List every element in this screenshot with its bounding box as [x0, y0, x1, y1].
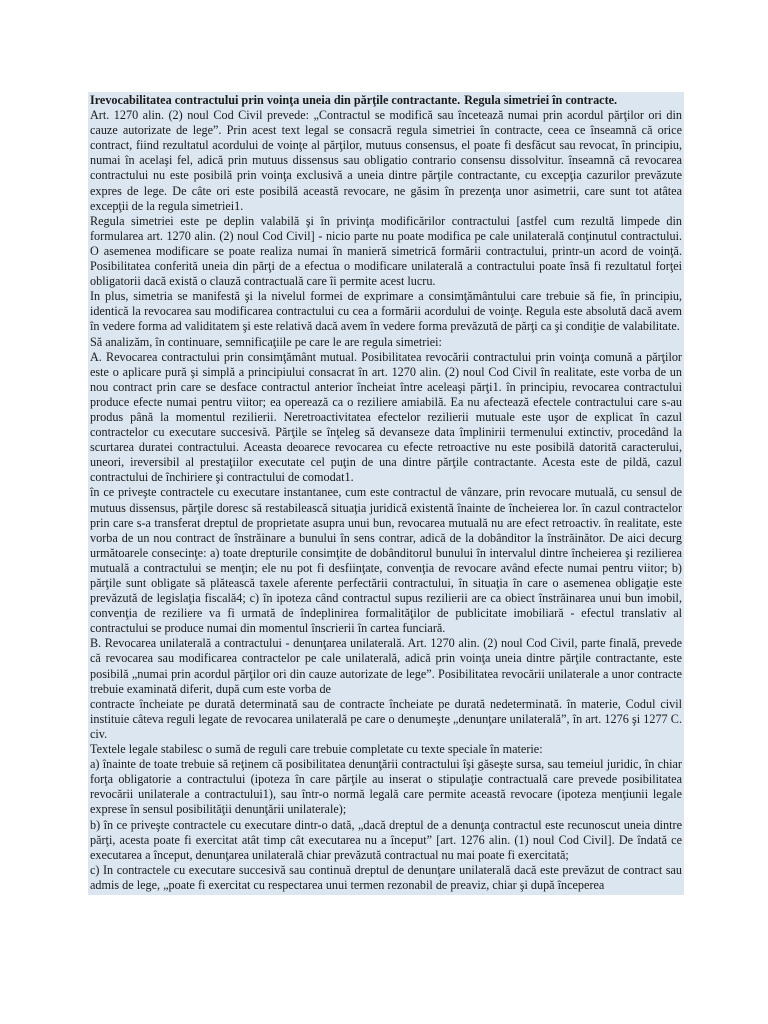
paragraph-art-1270: Art. 1270 alin. (2) noul Cod Civil prevede: „Contractul se modifică sau încetează numai prin acordul părţilor ori din cauze autorizate de lege”. Prin acest text legal se consacră regula simetriei în contracte, ceea ce înseamnă că orice contract, fiind rezultatul acordului de voinţe al părţilor, mutuus consensus, el poate fi desfăcut sau revocat, în principiu, numai în acelaşi fel, adică prin mutuus dissensus sau obligatio contrario consensu dissolvitur. înseamnă că revocarea contractului nu este posibilă prin voinţa exclusivă a uneia dintre părţile contractante, cu excepţia cazurilor prevăzute expres de lege. De câte ori este posibilă această revocare, ne găsim în prezenţa unor asimetrii, care sunt tot atâtea excepţii de la regula simetriei1. [90, 108, 682, 213]
paragraph-forma: In plus, simetria se manifestă şi la nivelul formei de exprimare a consimţământului care trebuie să fie, în principiu, identică la revocarea sau modificarea contractului cu cea a formării acordului de voinţe. Regula este absolută dacă avem în vedere forma ad validitatem şi este relativă dacă avem în vedere forma prevăzută de părţi ca şi condiţie de valabilitate. [90, 289, 682, 334]
document-title [90, 93, 682, 108]
paragraph-rule-c: c) In contractele cu executare succesivă sau continuă dreptul de denunţare unilaterală dacă este prevăzut de contract sau admis de lege, „poate fi exercitat cu respectarea unui termen rezonabil de preaviz, chiar şi după începerea [90, 862, 682, 892]
title-main: Irevocabilitatea contractului prin voinţa uneia din părţile contractante. [90, 93, 461, 107]
paragraph-durata-contracte: contracte încheiate pe durată determinată sau de contracte încheiate pe durată nedeterminată. în materie, Codul civil instituie câteva reguli legate de revocarea unilaterală pe care o denumeşte „denunţare unilaterală”, în art. 1276 şi 1277 C. civ. [90, 696, 682, 741]
paragraph-revocare-unilaterala: B. Revocarea unilaterală a contractului - denunţarea unilaterală. Art. 1270 alin. (2) noul Cod Civil, parte finală, prevede că revocarea sau modificarea contractelor pe cale unilaterală, adică prin voinţa uneia dintre părţile contractante, este posibilă „numai prin acordul părţilor ori din cauze autorizate de lege”. Posibilitatea revocării unilaterale a unor contracte trebuie examinată diferit, după cum este vorba de [90, 636, 682, 696]
paragraph-revocare-mutuala: A. Revocarea contractului prin consimţământ mutual. Posibilitatea revocării contractului prin voinţa comună a părţilor este o aplicare pură şi simplă a principiului consacrat în art. 1270 alin. (2) noul Cod Civil în realitate, este vorba de un nou contract prin care se desface contractul anterior încheiat între aceleaşi părţi1. în principiu, revocarea contractului produce efecte numai pentru viitor; ea operează ca o reziliere amiabilă. Ea nu afectează efectele contractului care s-au produs până la momentul rezilierii. Neretroactivitatea efectelor rezilierii mutuale este uşor de explicat în cazul contractelor cu executare succesivă. Părţile se înţeleg să devanseze data împlinirii termenului extinctiv, procedând la scurtarea duratei contractului. Aceasta deoarece revocarea cu efecte retroactive nu este posibilă datorită caracterului, uneori, ireversibil al prestaţiilor executate cel puţin de una dintre părţile contractante. Acesta este de pildă, cazul contractului de închiriere şi contractului de comodat1. [90, 349, 682, 485]
paragraph-reguli: Textele legale stabilesc o sumă de reguli care trebuie completate cu texte speciale în materie: [90, 742, 543, 757]
paragraph-rule-b: b) în ce priveşte contractele cu executare dintr-o dată, „dacă dreptul de a denunţa contractul este recunoscut uneia dintre părţi, acesta poate fi exercitat atât timp cât executarea nu a început” [art. 1276 alin. (1) noul Cod Civil]. De îndată ce executarea a început, denunţarea unilaterală chiar prevăzută contractual nu mai poate fi exercitată; [90, 817, 682, 862]
paragraph-semnificatii: Să analizăm, în continuare, semnificaţiile pe care le are regula simetriei: [90, 334, 442, 349]
paragraph-executare-instantanee: în ce priveşte contractele cu executare instantanee, cum este contractul de vânzare, prin revocare mutuală, cu sensul de mutuus dissensus, părţile doresc să restabilească situaţia juridică existentă înainte de încheierea lor. în cazul contractelor prin care s-a transferat dreptul de proprietate asupra unui bun, revocarea mutuală nu are efect retroactiv. în realitate, este vorba de un nou contract de înstrăinare a bunului în sens contrar, adică de la dobânditor la înstrăinător. De aici decurg următoarele consecinţe: a) toate drepturile consimţite de dobânditorul bunului în intervalul dintre încheierea şi rezilierea mutuală a contractului se menţin; ele nu pot fi desfiinţate, convenţia de revocare având efecte numai pentru viitor; b) părţile sunt obligate să plătească taxele aferente perfectării contractului, în situaţia în care o asemenea obligaţie este prevăzută de legislaţia fiscală4; c) în ipoteza când contractul supus rezilierii are ca obiect înstrăinarea unui bun imobil, convenţia de reziliere va fi urmată de îndeplinirea formalităţilor de publicitate imobiliară - efectul translativ al contractului se produce numai din momentul înscrierii în cartea funciară. [90, 485, 682, 636]
document-page [88, 92, 684, 895]
title-sub: Regula simetriei în contracte. [464, 93, 618, 107]
paragraph-modificari: Regula simetriei este pe deplin valabilă şi în privinţa modificărilor contractului [astfel cum rezultă limpede din formularea art. 1270 alin. (2) noul Cod Civil] - nicio parte nu poate modifica pe cale unilaterală conţinutul contractului. O asemenea modificare se poate realiza numai în manieră simetrică formării contractului, printr-un acord de voinţă. Posibilitatea conferită uneia din părţi de a efectua o modificare unilaterală a contractului poate însă fi rezultatul forţei obligatorii dacă există o clauză contractuală care îi permite acest lucru. [90, 213, 682, 289]
paragraph-rule-a: a) înainte de toate trebuie să reţinem că posibilitatea denunţării contractului îşi găseşte sursa, sau temeiul juridic, în chiar forţa obligatorie a contractului (ipoteza în care părţile au inserat o stipulaţie contractuală care prevede posibilitatea revocării unilaterale a contractului1), sau într-o normă legală care permite această revocare (ipoteza menţiunii legale exprese în sensul posibilităţii denunţării unilaterale); [90, 757, 682, 817]
